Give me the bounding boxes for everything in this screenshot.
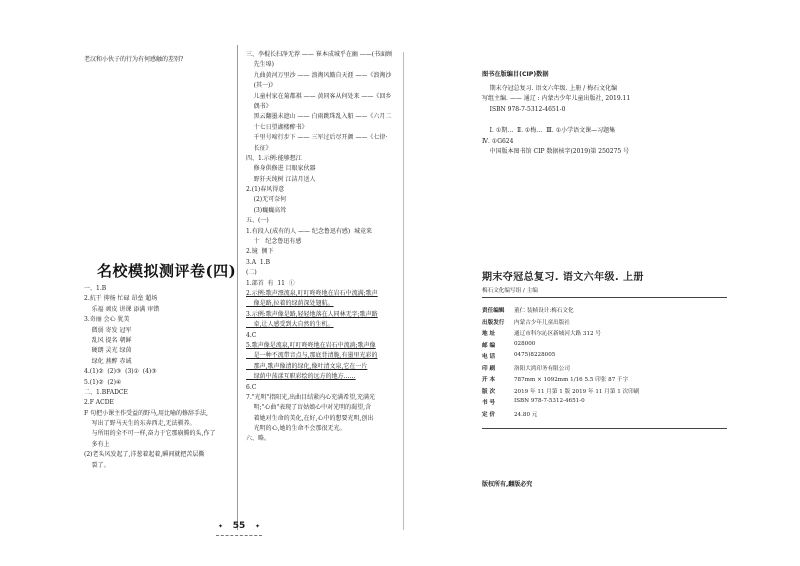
publication-row — [482, 410, 732, 422]
answer-line: 偶书》 — [246, 102, 272, 110]
answer-line: (其一)》 — [246, 82, 277, 90]
answer-line: 1.部首 有 11 ① — [246, 279, 295, 287]
answer-line: 裂了。 — [84, 461, 110, 469]
cip-lines — [482, 84, 732, 158]
answer-line: (二) — [246, 269, 257, 277]
answer-line: 着她对生命的美化,在好,心中的想要光明,创出 — [246, 414, 374, 422]
publication-value: 2019 年 11 月第 1 版 2019 年 11 月第 1 次印刷 — [514, 388, 640, 395]
answer-line: 绿荫中荡漾互职彩绘的远方的地方…… — [246, 373, 356, 381]
cip-line: 期末夺冠总复习. 语文六年级. 上册 / 梅石文化编 — [482, 84, 618, 92]
publication-info — [482, 306, 732, 421]
answer-line: 乐福 顽皮 讲课 添满 审错 — [84, 305, 160, 313]
publication-row — [482, 306, 732, 318]
answer-column-right — [246, 50, 402, 445]
publication-key: 邮 编 — [482, 342, 496, 349]
publication-row — [482, 352, 732, 364]
answer-line: 4.C — [246, 331, 257, 339]
answer-line: 像是路,拉着的绿荫深处翅航。 — [246, 300, 334, 308]
cip-line: Ⅳ. ①G624 — [482, 137, 514, 145]
answer-line: 光明的心,她的生命不会那很无光。 — [246, 425, 346, 433]
publication-value: 787mm × 1092mm 1/16 5.5 印张 87 千字 — [514, 377, 629, 383]
publication-row — [482, 398, 732, 410]
answer-line: 与所用的全不可一样,奋力于它那崩腾的头,作了 — [84, 430, 216, 438]
answer-line: 先生埠) — [246, 61, 274, 69]
publication-key: 版 次 — [482, 388, 496, 395]
page-number-underline — [216, 535, 262, 536]
answer-line: 5.(1)② (2)④ — [84, 378, 122, 386]
publication-value: 洛阳大鸿印务有限公司 — [514, 365, 570, 372]
answer-line: 5.歌声像是流泉,叮叮咚咚地在岩石中流淌;歌声像 — [246, 341, 376, 349]
publication-value: 028000 — [514, 340, 536, 347]
cip-line — [482, 115, 732, 126]
page-fold-line — [403, 52, 404, 530]
answer-line: (2)无可奈何 — [246, 196, 287, 204]
rights-notice: 版权所有,翻版必究 — [482, 481, 533, 488]
publication-value: 董仁 装帧设计:梅石文化 — [514, 308, 574, 314]
answer-line: (2)老头风发起了,洋葱着起着,瞬间就把苦层撕 — [84, 451, 205, 459]
answer-line: 4.(1)② (2)③ (3)① (4)③ — [84, 368, 157, 376]
publication-row — [482, 375, 732, 387]
publication-row — [482, 341, 732, 353]
cip-line: ISBN 978-7-5312-4651-0 — [482, 105, 566, 113]
answer-line: 2.F ACDE — [84, 399, 114, 407]
answer-line: 黑云翻墨未遮山 —— 白雨跳珠乱入船 ——《六月二 — [246, 113, 392, 121]
publication-key: 定 价 — [482, 411, 496, 418]
answer-line: 四、1.示例:能够想江 — [246, 154, 302, 162]
answer-line: 五、(一) — [246, 217, 269, 225]
cip-line: 写组主编. —— 通辽 : 内蒙古少年儿童出版社, 2019.11 — [482, 95, 631, 103]
answer-block-top — [84, 55, 234, 65]
answer-line: 二、1.BFADCE — [84, 388, 128, 396]
page-number — [214, 519, 264, 543]
publication-value: ISBN 978-7-5312-4651-0 — [514, 398, 585, 404]
publication-value: 通辽市科尔沁区新城河大路 312 号 — [514, 331, 601, 337]
answer-line: 明;"心曲"表现了盲姑娘心中对光明的渴望,含 — [246, 404, 372, 412]
publication-row — [482, 364, 732, 376]
answer-line: 牵,让人感受到大自然的生机。 — [246, 321, 334, 329]
book-title: 期末夺冠总复习. 语文六年级. 上册 — [482, 272, 644, 283]
answer-line: 长征》 — [246, 144, 272, 152]
answer-line: (3)巍巍高耸 — [246, 206, 287, 214]
publication-key: 书 号 — [482, 400, 496, 406]
bottom-rule — [482, 428, 727, 429]
answer-line: 3.A 1.B — [246, 258, 271, 266]
answer-line: 2.镜 侧下 — [246, 248, 274, 256]
publication-key: 电 话 — [482, 354, 496, 360]
answer-line: 野犴天纯树 江洁月送人 — [246, 175, 316, 183]
answer-line: 绿化 燕醉 赤诚 — [84, 357, 132, 365]
answer-line: 千里号啼行步下 —— 三军过后尽开颜 ——《七律· — [246, 134, 388, 142]
publication-key: 地 址 — [482, 331, 496, 337]
top-rule — [482, 297, 727, 298]
answer-line: 3.示例:歌声像是路,轻轻地落在人同林无字;歌声路 — [246, 310, 378, 318]
answer-line: 硬朗 灵光 绿茵 — [84, 347, 132, 355]
editor-line: 梅石文化编写组 / 主编 — [482, 288, 538, 294]
answer-line: 九曲黄河万里沙 —— 浪淘风簸自天涯 ——《浪淘沙 — [246, 71, 392, 79]
answer-column-left-bottom — [84, 284, 234, 471]
star-icon: ✦ — [218, 523, 224, 530]
publication-key: 责任编辑 — [482, 308, 505, 314]
answer-line: 那声,歌声像清的绿化,像叶清文泉,它在一片 — [246, 362, 368, 370]
answer-line: 6.C — [246, 383, 257, 391]
column-divider — [237, 45, 238, 530]
answer-line: 2.抗干 抑扬 忙碌 昂垒 超场 — [84, 295, 158, 303]
answer-line: F 句把小课主作受益的野马,用比喻的修辞手法, — [84, 409, 208, 417]
answer-line: 儿童村家在菊都祺 —— 黄同客从何处来 ——《回乡 — [246, 92, 392, 100]
publication-row — [482, 387, 732, 399]
page-number-text: 55 — [232, 521, 246, 531]
answer-line: 修身供修进 目眼家伙器 — [246, 165, 316, 173]
answer-line: 3.奇丽 会心 犹美 — [84, 316, 130, 324]
star-icon: ✦ — [254, 523, 260, 530]
answer-line: 1.有段人(成有的人 —— 纪念鲁迅有感) 城竟来 — [246, 227, 373, 235]
answer-line: 微弱 寄发 冠军 — [84, 326, 132, 334]
answer-line: 多有上 — [84, 440, 110, 448]
cip-line: Ⅰ. ①期… Ⅱ. ①梅… Ⅲ. ①小学语文课—习题集 — [482, 126, 616, 134]
answer-line: 乱风 提名 朝鲜 — [84, 336, 132, 344]
answer-line: 十 纪念鲁迅有感 — [246, 238, 302, 246]
publication-value: 0475)8228005 — [514, 352, 556, 358]
answer-line: 十七日望湖楼醉书》 — [246, 123, 308, 131]
answer-line: 老汉和小伙子的行为有何感触的差别? — [84, 55, 184, 63]
publication-row — [482, 329, 732, 341]
answer-line: 三、李棍长扫净无荐 —— 崔本成城乎在幽 ——(书面顾 — [246, 51, 393, 58]
answer-line: 2.示例:歌声漂流泉,叮叮咚咚地在岩石中流满;歌声 — [246, 289, 378, 297]
publication-key: 开 本 — [482, 377, 496, 383]
exam-title: 名校模拟测评卷(四) — [97, 262, 237, 280]
publication-key: 出版发行 — [482, 319, 505, 326]
cip-block — [482, 70, 732, 158]
publication-row — [482, 318, 732, 330]
answer-line: 2.(1)春风得意 — [246, 186, 285, 194]
publication-value: 24.80 元 — [514, 411, 538, 418]
cip-line: 中国版本图书馆 CIP 数据核字(2019)第 250275 号 — [482, 148, 630, 156]
answer-line: 是一种不流带音点与,那底背清脆,有墨里光彩的 — [246, 352, 378, 360]
publication-value: 内蒙古少年儿童出版社 — [514, 319, 570, 326]
publication-key: 印 刷 — [482, 365, 496, 372]
answer-column-left — [84, 34, 234, 76]
answer-line: 7."光明"指阳光,出曲目结紧内心充满希望,充满光 — [246, 393, 376, 401]
cip-heading: 图书在版编目(CIP)数据 — [482, 71, 549, 78]
answer-line: 六、略。 — [246, 435, 271, 443]
answer-line: 写出了野马天生的东奔西走,无法驯养。 — [84, 420, 196, 428]
answer-line: 一、1.B — [84, 285, 107, 292]
